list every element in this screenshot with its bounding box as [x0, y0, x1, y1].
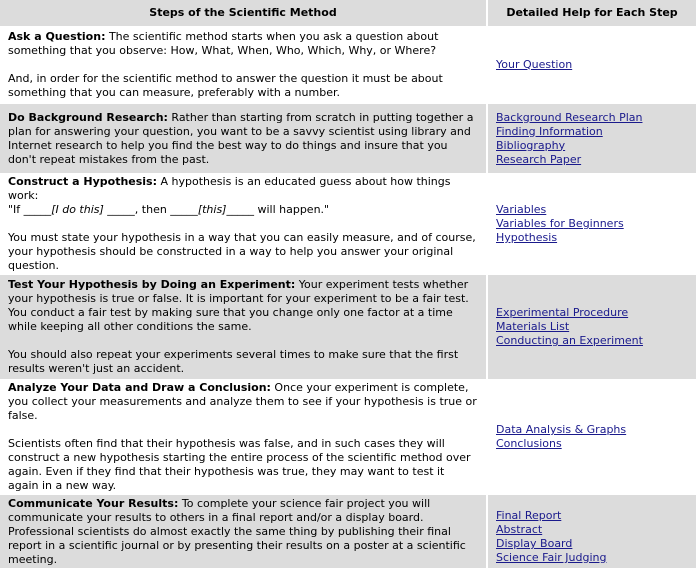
help-link-science-fair-judging[interactable]: Science Fair Judging — [496, 551, 607, 564]
step-help-links — [488, 175, 696, 275]
help-link-experimental-procedure[interactable]: Experimental Procedure — [496, 306, 629, 319]
step-help-links — [488, 381, 696, 495]
help-link-final-report[interactable]: Final Report — [496, 509, 562, 522]
step-paragraph-2: You should also repeat your experiments several times to make sure that the first results weren't just an accident. — [8, 348, 459, 375]
step-paragraph — [8, 30, 478, 58]
help-link-variables[interactable]: Variables — [496, 203, 547, 216]
step-text: A hypothesis is an educated guess about how things work: — [8, 175, 451, 202]
column-header-help: Detailed Help for Each Step — [488, 0, 696, 27]
step-label: Test Your Hypothesis by Doing an Experiment: — [8, 278, 296, 291]
hypothesis-template-close: _____ will happen." — [226, 203, 330, 216]
hypothesis-blank-1: [I do this] — [51, 203, 104, 216]
step-paragraph — [8, 175, 478, 217]
step-text: The scientific method starts when you ask a question about something that you observe: How, What, When, Who, Which, Why, or Where? — [8, 29, 439, 57]
help-link-background-research-plan[interactable]: Background Research Plan — [496, 110, 643, 124]
help-link-your-question[interactable]: Your Question — [496, 57, 573, 71]
step-row-analyze-data — [0, 381, 696, 495]
step-description — [0, 175, 488, 275]
step-label: Construct a Hypothesis: — [8, 175, 158, 188]
help-link-research-paper[interactable]: Research Paper — [496, 152, 582, 166]
hypothesis-template-mid: _____, then _____ — [103, 203, 198, 216]
step-row-ask-question — [0, 27, 696, 104]
step-label: Ask a Question: — [8, 29, 106, 43]
step-row-communicate-results — [0, 495, 696, 570]
step-description — [0, 381, 488, 495]
step-description — [0, 495, 488, 570]
step-paragraph-2: Scientists often find that their hypothesis was false, and in such cases they will construct a new hypothesis starting the entire process of the scientific method over again. Even if they find that their hypothesis was true, they may want to test it again in a new way. — [8, 437, 471, 492]
step-description — [0, 27, 488, 104]
step-text: Your experiment tests whether your hypothesis is true or false. It is important for your experiment to be a fair test. You conduct a fair test by making sure that you change only one factor at a time while keeping all other conditions the same. — [8, 278, 469, 333]
help-link-display-board[interactable]: Display Board — [496, 537, 573, 550]
step-description — [0, 275, 488, 381]
step-text: Once your experiment is complete, you collect your measurements and analyze them to see if your hypothesis is true or false. — [8, 381, 477, 422]
help-link-variables-for-beginners[interactable]: Variables for Beginners — [496, 217, 624, 230]
step-paragraph — [8, 381, 478, 423]
step-paragraph — [8, 111, 478, 167]
step-label: Do Background Research: — [8, 110, 168, 124]
step-help-links — [488, 275, 696, 381]
header-row — [0, 0, 696, 27]
help-link-conclusions[interactable]: Conclusions — [496, 437, 562, 450]
step-text: Rather than starting from scratch in putting together a plan for answering your question, you want to be a savvy scientist using library and Internet research to help you find the best way to do things and insure that you don't repeat mistakes from the past. — [8, 110, 474, 166]
help-link-bibliography[interactable]: Bibliography — [496, 138, 566, 152]
step-help-links — [488, 495, 696, 570]
step-row-hypothesis — [0, 175, 696, 275]
step-paragraph-2: And, in order for the scientific method to answer the question it must be about something that you can measure, preferably with a number. — [8, 71, 443, 99]
help-link-data-analysis-graphs[interactable]: Data Analysis & Graphs — [496, 423, 627, 436]
step-paragraph — [8, 497, 478, 567]
help-link-hypothesis[interactable]: Hypothesis — [496, 231, 558, 244]
help-link-abstract[interactable]: Abstract — [496, 523, 543, 536]
step-text: To complete your science fair project you will communicate your results to others in a final report and/or a display board. Professional scientists do almost exactly the same thing by publishing their final report in a scientific journal or by presenting their results on a poster at a scientific meeting. — [8, 496, 466, 566]
help-link-finding-information[interactable]: Finding Information — [496, 124, 603, 138]
hypothesis-template-open: "If _____ — [8, 203, 52, 216]
step-paragraph-2: You must state your hypothesis in a way that you can easily measure, and of course, your hypothesis should be constructed in a way to help you answer your original question. — [8, 231, 476, 272]
step-help-links — [488, 27, 696, 104]
step-label: Communicate Your Results: — [8, 496, 179, 510]
column-header-steps: Steps of the Scientific Method — [0, 0, 488, 27]
help-link-conducting-an-experiment[interactable]: Conducting an Experiment — [496, 334, 643, 347]
step-label: Analyze Your Data and Draw a Conclusion: — [8, 381, 271, 394]
hypothesis-blank-2: [this] — [197, 203, 227, 216]
step-row-background-research — [0, 104, 696, 175]
step-description — [0, 104, 488, 175]
step-help-links — [488, 104, 696, 175]
help-link-materials-list[interactable]: Materials List — [496, 320, 570, 333]
step-paragraph — [8, 278, 478, 334]
step-row-experiment — [0, 275, 696, 381]
